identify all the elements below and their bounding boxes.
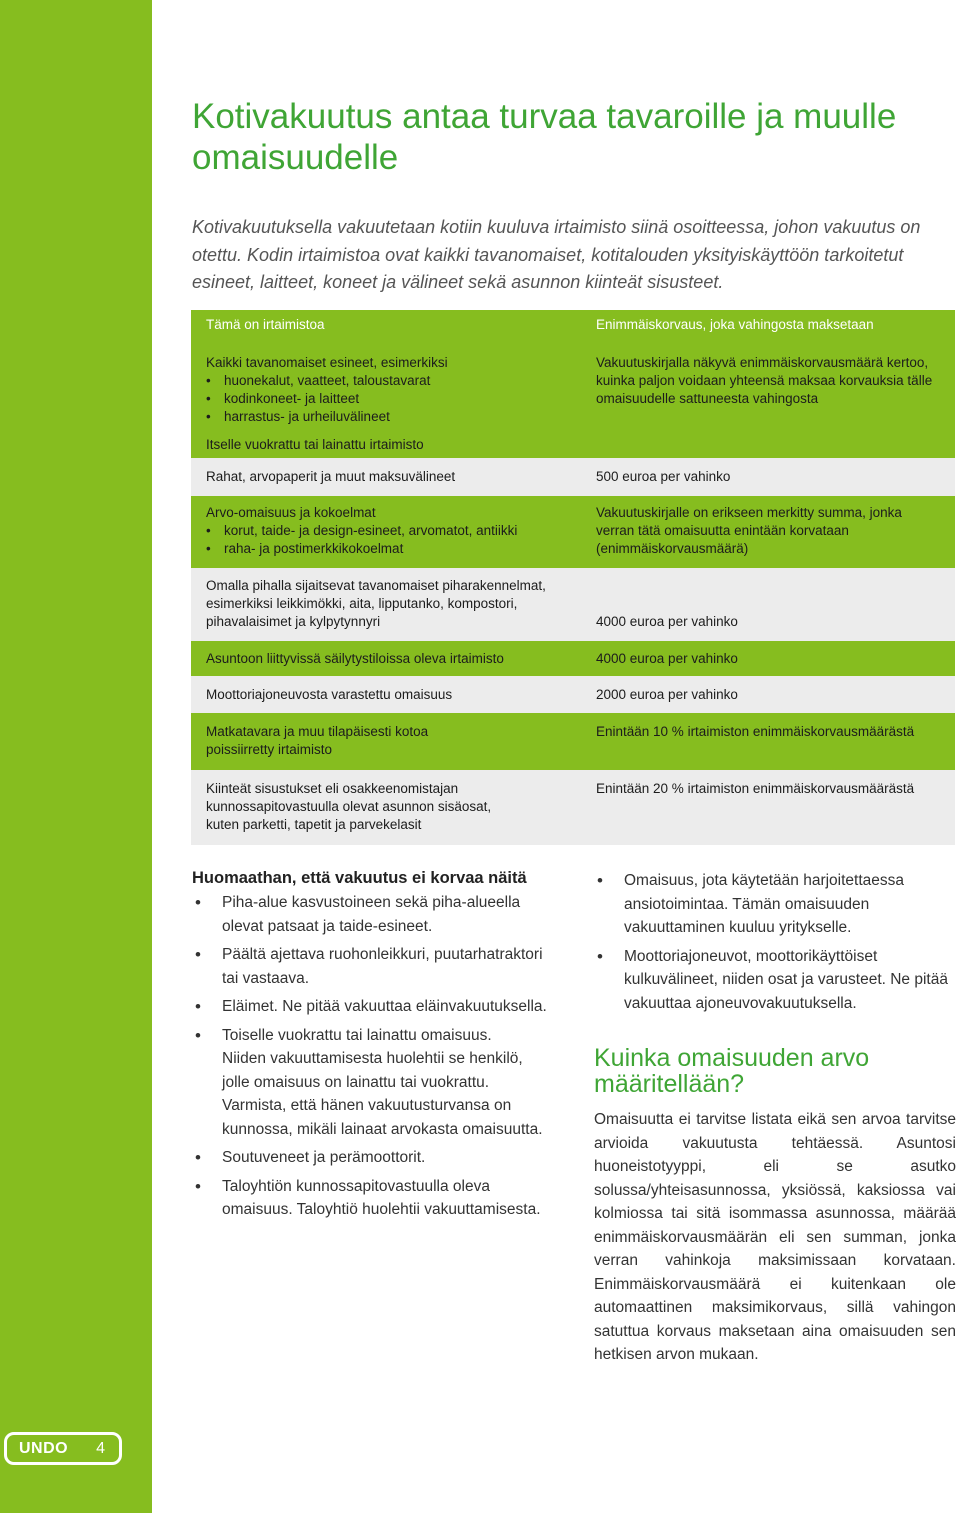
list-item: • Taloyhtiön kunnossapitovastuulla oleva omaisuus. Taloyhtiö huolehtii vakuuttamisesta. — [192, 1175, 552, 1222]
row-label: Rahat, arvopaperit ja muut maksuvälineet — [206, 469, 456, 484]
row-value: 4000 euroa per vahinko — [596, 650, 738, 666]
list-item: Niiden vakuuttamisesta huolehtii se henkilö, jolle omaisuus on lainattu tai vuokrattu. — [222, 1050, 523, 1091]
row-value: 2000 euroa per vahinko — [596, 686, 738, 702]
list-item: • Moottoriajoneuvot, moottorikäyttöiset kulkuvälineet, niiden osat ja varusteet. Ne pitää vakuuttaa ajoneuvovakuutuksella. — [594, 945, 956, 1016]
row-value: Vakuutuskirjalla näkyvä enimmäiskorvausmäärä kertoo, kuinka paljon voidaan yhteensä maksaa korvauksia tälle omaisuudelle sattuneesta vahingosta — [596, 355, 933, 406]
list-item: Varmista, että hänen vakuutusturvansa on kunnossa, mikäli lainaat arvokasta omaisuutta. — [222, 1097, 543, 1138]
bullet-list — [206, 372, 581, 426]
list-item: • kodinkoneet- ja laitteet — [206, 390, 581, 408]
page-badge — [4, 1432, 122, 1465]
list-item: • raha- ja postimerkkikokoelmat — [206, 540, 581, 558]
row-value: Enintään 10 % irtaimiston enimmäiskorvausmäärästä — [596, 724, 915, 739]
header-col1: Tämä on irtaimistoa — [206, 316, 325, 332]
table-row — [191, 770, 955, 845]
row-title: Arvo-omaisuus ja kokoelmat — [206, 505, 376, 520]
table-row — [191, 713, 955, 770]
list-item: • harrastus- ja urheiluvälineet — [206, 408, 581, 426]
row-label: Matkatavara ja muu tilapäisesti kotoa poissiirretty irtaimisto — [206, 724, 429, 757]
valuation-title: Kuinka omaisuuden arvo määritellään? — [594, 1044, 870, 1098]
row-value: 500 euroa per vahinko — [596, 469, 731, 484]
table-row — [191, 568, 955, 641]
table-row — [191, 496, 955, 568]
coverage-table — [191, 310, 955, 845]
list-item: • korut, taide- ja design-esineet, arvomatot, antiikki — [206, 522, 581, 540]
page-title: Kotivakuutus antaa turvaa tavaroille ja muulle omaisuudelle — [192, 97, 897, 177]
list-item: • Piha-alue kasvustoineen sekä piha-alueella olevat patsaat ja taide-esineet. — [192, 891, 552, 938]
row-label: Omalla pihalla sijaitsevat tavanomaiset piharakennelmat, esimerkiksi leikkimökki, aita, lipputanko, kompostori, pihavalaisimet ja kylpytynnyri — [206, 578, 546, 629]
row-value: Vakuutuskirjalle on erikseen merkitty summa, jonka verran tätä omaisuutta enintään korvataan (enimmäiskorvausmäärä) — [596, 505, 902, 556]
bullet-list — [206, 522, 581, 558]
exclusions-list-left — [192, 891, 552, 1227]
green-sidebar — [0, 0, 152, 1513]
row-value: Enintään 20 % irtaimiston enimmäiskorvausmäärästä — [596, 781, 915, 796]
exclusions-title: Huomaathan, että vakuutus ei korvaa näitä — [192, 869, 527, 887]
table-row — [191, 458, 955, 496]
page-number: 4 — [96, 1439, 106, 1457]
row-extra: Itselle vuokrattu tai lainattu irtaimisto — [206, 437, 424, 452]
table-row — [191, 339, 955, 458]
row-title: Kaikki tavanomaiset esineet, esimerkiksi — [206, 355, 448, 370]
intro-paragraph: Kotivakuutuksella vakuutetaan kotiin kuuluva irtaimisto siinä osoitteessa, johon vakuutus on otettu. Kodin irtaimistoa ovat kaikki tavanomaiset, kotitalouden yksityiskäyttöön tarkoitetut esineet, laitteet, koneet ja välineet sekä asunnon kiinteät sisusteet. — [192, 217, 921, 292]
row-label: Moottoriajoneuvosta varastettu omaisuus — [206, 686, 453, 702]
table-row — [191, 676, 955, 713]
list-item: • Omaisuus, jota käytetään harjoitettaessa ansiotoimintaa. Tämän omaisuuden vakuuttaminen kuuluu yritykselle. — [594, 869, 956, 940]
table-header — [191, 310, 955, 339]
row-value: 4000 euroa per vahinko — [596, 614, 738, 629]
list-item: • Päältä ajettava ruohonleikkuri, puutarhatraktori tai vastaava. — [192, 943, 552, 990]
row-label: Asuntoon liittyvissä säilytystiloissa oleva irtaimisto — [206, 650, 504, 666]
badge-label: UNDO — [19, 1439, 69, 1457]
list-item: • huonekalut, vaatteet, taloustavarat — [206, 372, 581, 390]
list-item: • Eläimet. Ne pitää vakuuttaa eläinvakuutuksella. — [192, 995, 552, 1019]
valuation-body: Omaisuutta ei tarvitse listata eikä sen arvoa tarvitse arvioida vakuutusta tehtäessä. Asuntosi huoneistotyyppi, eli se asutko solussa/yhteisasunnossa, yksiössä, kaksiossa vai kolmiossa tai sitä isommassa asunnossa, määrää enimmäiskorvausmäärän eli sen summan, jonka verran vahinkoja maksimissaan korvataan. Enimmäiskorvausmäärä ei kuitenkaan ole automaattinen maksimikorvaus, sillä vahingon satuttua korvaus maksetaan aina omaisuuden sen hetkisen arvon mukaan. — [594, 1111, 956, 1363]
exclusions-list-right — [594, 869, 956, 1020]
header-col2: Enimmäiskorvaus, joka vahingosta maksetaan — [596, 316, 874, 332]
row-label: Kiinteät sisustukset eli osakkeenomistajan kunnossapitovastuulla olevat asunnon sisäosat, kuten parketti, tapetit ja parvekelasit — [206, 781, 492, 832]
list-item: • Soutuveneet ja perämoottorit. — [192, 1146, 552, 1170]
list-item: • Toiselle vuokrattu tai lainattu omaisuus. — [192, 1024, 552, 1048]
table-row — [191, 641, 955, 676]
